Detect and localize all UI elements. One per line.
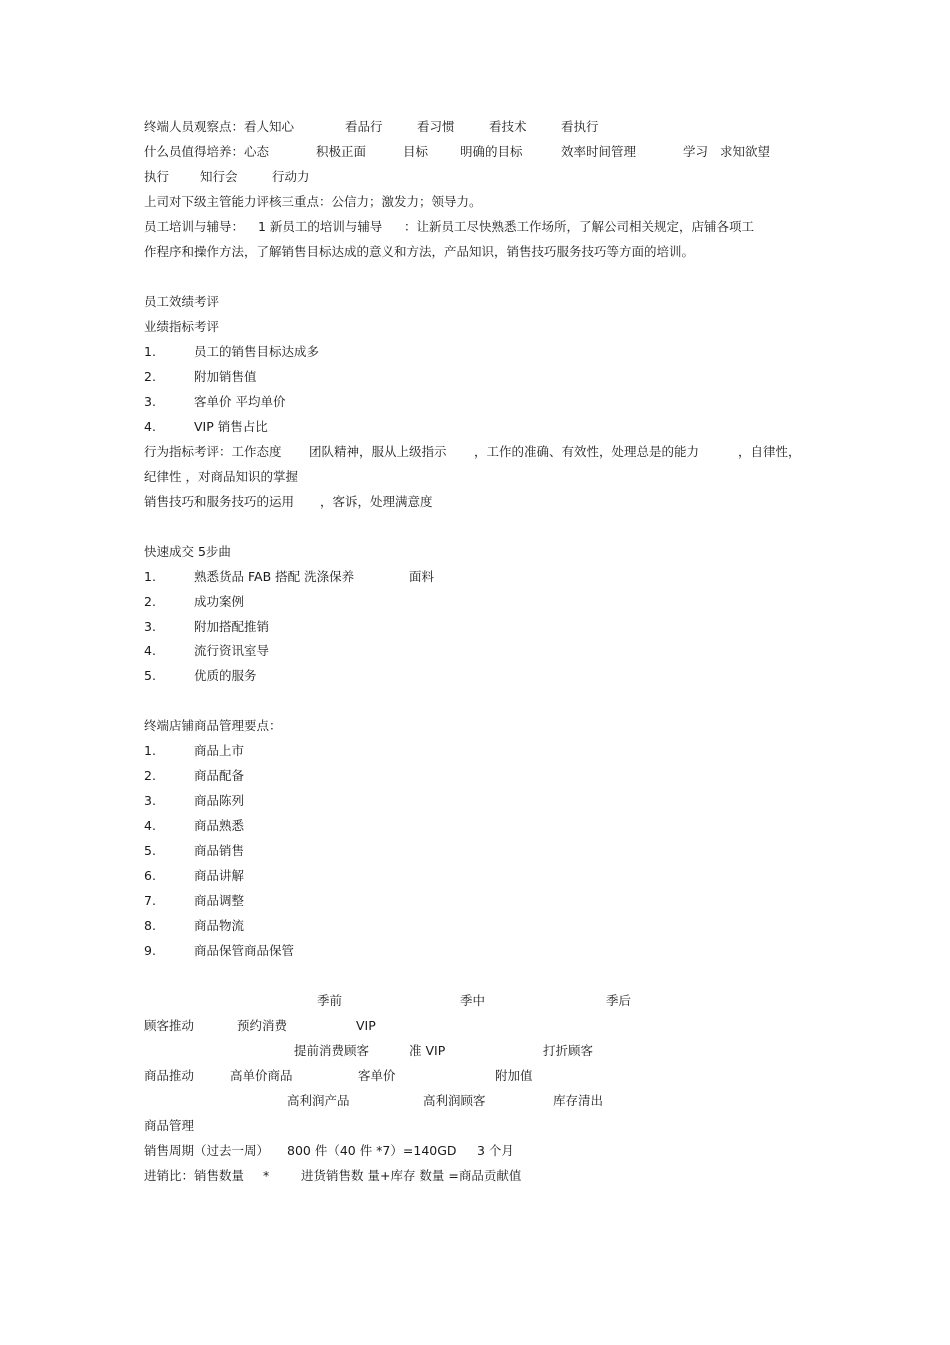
matrix-cell: 库存清出 bbox=[553, 1093, 604, 1108]
text-segment: 看习惯 bbox=[417, 119, 455, 134]
list-number: 1. bbox=[144, 743, 156, 758]
list-text: 商品配备 bbox=[194, 768, 245, 783]
list-text: 成功案例 bbox=[194, 594, 245, 609]
text-segment: 销售周期（过去一周） bbox=[144, 1143, 270, 1158]
list-text: 熟悉货品 FAB 搭配 洗涤保养 bbox=[194, 569, 355, 584]
list-text: 商品销售 bbox=[194, 843, 245, 858]
text-segment: 知行会 bbox=[200, 169, 238, 184]
behavior-evaluation-line-2: 纪律性 ，对商品知识的掌握 bbox=[144, 469, 298, 484]
list-number: 6. bbox=[144, 868, 156, 883]
text-segment: 执行 bbox=[144, 169, 170, 184]
text-segment: 效率时间管理 bbox=[561, 144, 637, 159]
text-segment: 行动力 bbox=[272, 169, 310, 184]
matrix-cell: 高利润产品 bbox=[287, 1093, 350, 1108]
text-segment: ，自律性， bbox=[738, 444, 801, 459]
section-subtitle-kpi: 业绩指标考评 bbox=[144, 319, 220, 334]
list-number: 2. bbox=[144, 369, 156, 384]
list-number: 3. bbox=[144, 394, 156, 409]
text-segment: 看执行 bbox=[561, 119, 599, 134]
list-text: 附加搭配推销 bbox=[194, 619, 270, 634]
text-segment: 学习 bbox=[683, 144, 709, 159]
list-text: 商品上市 bbox=[194, 743, 245, 758]
matrix-cell: VIP bbox=[356, 1018, 376, 1033]
list-text: 附加销售值 bbox=[194, 369, 257, 384]
matrix-cell: 高利润顾客 bbox=[423, 1093, 486, 1108]
text-segment: ，工作的准确、有效性，处理总是的能力 bbox=[474, 444, 700, 459]
list-number: 9. bbox=[144, 943, 156, 958]
text-segment: * bbox=[263, 1168, 270, 1183]
text-segment: 看品行 bbox=[345, 119, 383, 134]
text-segment: 进销比：销售数量 bbox=[144, 1168, 245, 1183]
text-segment: 求知欲望 bbox=[720, 144, 771, 159]
employee-training-continuation: 作程序和操作方法，了解销售目标达成的意义和方法，产品知识，销售技巧服务技巧等方面的培训。 bbox=[144, 244, 695, 259]
list-text: 商品保管商品保管 bbox=[194, 943, 295, 958]
supervisor-evaluation-line: 上司对下级主管能力评核三重点：公信力；激发力；领导力。 bbox=[144, 194, 482, 209]
text-segment: 什么员值得培养：心态 bbox=[144, 144, 270, 159]
matrix-cell: 高单价商品 bbox=[230, 1068, 293, 1083]
matrix-cell: 打折顾客 bbox=[543, 1043, 594, 1058]
section-title-goods: 终端店铺商品管理要点： bbox=[144, 718, 282, 733]
list-number: 7. bbox=[144, 893, 156, 908]
season-header: 季前 bbox=[317, 993, 343, 1008]
text-segment: 积极正面 bbox=[316, 144, 367, 159]
list-text: 商品讲解 bbox=[194, 868, 245, 883]
row-label: 商品推动 bbox=[144, 1068, 195, 1083]
list-text: 商品陈列 bbox=[194, 793, 245, 808]
list-number: 4. bbox=[144, 818, 156, 833]
text-segment: 终端人员观察点：看人知心 bbox=[144, 119, 295, 134]
matrix-cell: 准 VIP bbox=[409, 1043, 446, 1058]
season-header: 季中 bbox=[460, 993, 486, 1008]
matrix-cell: 提前消费顾客 bbox=[294, 1043, 370, 1058]
matrix-cell: 客单价 bbox=[358, 1068, 396, 1083]
list-text: 流行资讯室导 bbox=[194, 643, 270, 658]
text-segment: 员工培训与辅导： bbox=[144, 219, 245, 234]
text-segment: 目标 bbox=[403, 144, 429, 159]
text-segment: 团队精神，服从上级指示 bbox=[309, 444, 447, 459]
text-segment: 1 新员工的培训与辅导 bbox=[258, 219, 383, 234]
list-number: 1. bbox=[144, 344, 156, 359]
list-text: 面料 bbox=[409, 569, 435, 584]
text-segment: 进货销售数 量+库存 数量 =商品贡献值 bbox=[301, 1168, 522, 1183]
text-segment: 明确的目标 bbox=[460, 144, 523, 159]
list-text: 客单价 平均单价 bbox=[194, 394, 286, 409]
list-text: 优质的服务 bbox=[194, 668, 257, 683]
text-segment: 销售技巧和服务技巧的运用 bbox=[144, 494, 295, 509]
row-label: 顾客推动 bbox=[144, 1018, 195, 1033]
list-text: VIP 销售占比 bbox=[194, 419, 268, 434]
season-header: 季后 bbox=[606, 993, 632, 1008]
list-number: 5. bbox=[144, 668, 156, 683]
matrix-cell: 附加值 bbox=[495, 1068, 533, 1083]
section-title-performance: 员工效绩考评 bbox=[144, 294, 220, 309]
list-number: 8. bbox=[144, 918, 156, 933]
section-title-fast-deal: 快速成交 5步曲 bbox=[144, 544, 231, 559]
text-segment: ：让新员工尽快熟悉工作场所，了解公司相关规定，店铺各项工 bbox=[404, 219, 755, 234]
list-number: 5. bbox=[144, 843, 156, 858]
list-number: 2. bbox=[144, 768, 156, 783]
list-number: 4. bbox=[144, 643, 156, 658]
text-segment: 看技术 bbox=[489, 119, 527, 134]
list-number: 4. bbox=[144, 419, 156, 434]
list-text: 商品物流 bbox=[194, 918, 245, 933]
list-number: 2. bbox=[144, 594, 156, 609]
matrix-cell: 预约消费 bbox=[237, 1018, 288, 1033]
text-segment: ，客诉，处理满意度 bbox=[320, 494, 433, 509]
text-segment: 行为指标考评：工作态度 bbox=[144, 444, 282, 459]
text-segment: 800 件（40 件 *7）=140GD bbox=[287, 1143, 457, 1158]
list-text: 商品调整 bbox=[194, 893, 245, 908]
text-segment: 3 个月 bbox=[477, 1143, 514, 1158]
list-text: 商品熟悉 bbox=[194, 818, 245, 833]
list-number: 3. bbox=[144, 619, 156, 634]
list-number: 3. bbox=[144, 793, 156, 808]
list-number: 1. bbox=[144, 569, 156, 584]
list-text: 员工的销售目标达成多 bbox=[194, 344, 320, 359]
section-title-goods-mgmt: 商品管理 bbox=[144, 1118, 195, 1133]
